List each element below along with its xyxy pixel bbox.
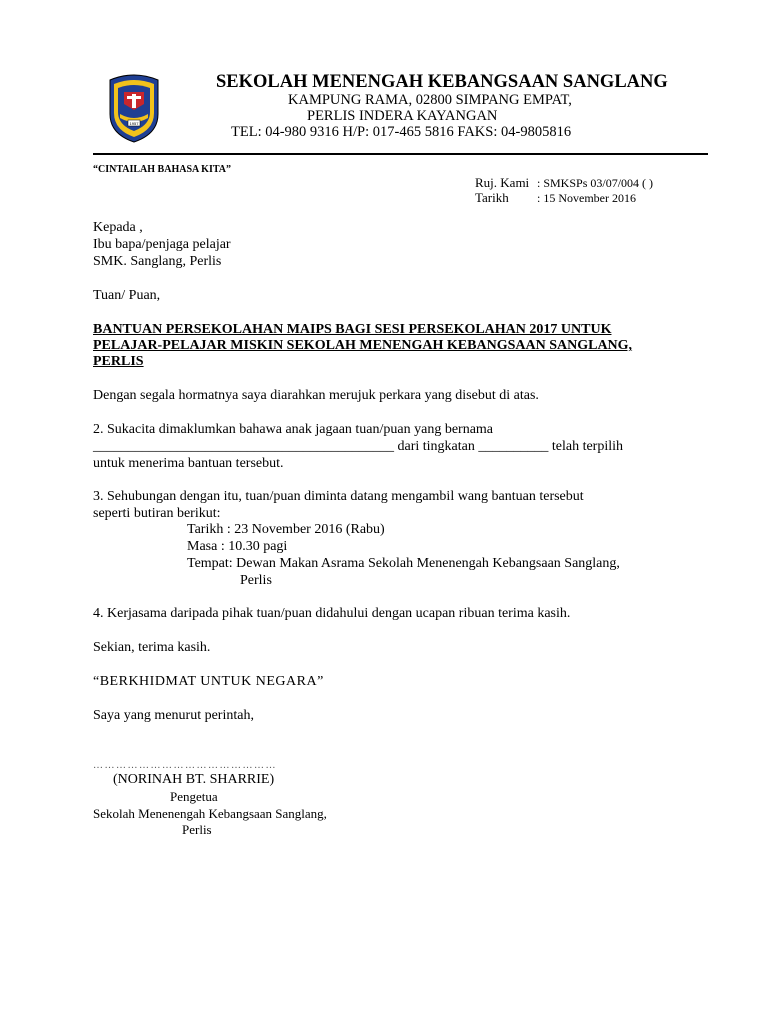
detail-time: Masa : 10.30 pagi <box>187 539 288 554</box>
header-divider <box>93 153 708 155</box>
date-value: : 15 November 2016 <box>537 191 636 205</box>
signatory-title: Pengetua <box>170 789 218 804</box>
signature-line: ………………………………………… <box>93 760 277 771</box>
closing: Sekian, terima kasih. <box>93 640 211 655</box>
paragraph-3-line-1: 3. Sehubungan dengan itu, tuan/puan diminta datang mengambil wang bantuan tersebut <box>93 489 584 504</box>
signatory-name: (NORINAH BT. SHARRIE) <box>113 772 275 787</box>
recipient-line-3: SMK. Sanglang, Perlis <box>93 254 222 269</box>
paragraph-4: 4. Kerjasama daripada pihak tuan/puan didahului dengan ucapan ribuan terima kasih. <box>93 606 571 621</box>
school-crest-logo <box>106 70 162 144</box>
paragraph-2-line-3: untuk menerima bantuan tersebut. <box>93 456 284 471</box>
school-name: SEKOLAH MENENGAH KEBANGSAAN SANGLANG <box>216 72 668 92</box>
subject-line-2: PELAJAR-PELAJAR MISKIN SEKOLAH MENENGAH KEBANGSAAN SANGLANG, <box>93 338 633 353</box>
detail-date: Tarikh : 23 November 2016 (Rabu) <box>187 522 385 537</box>
address-line-1: KAMPUNG RAMA, 02800 SIMPANG EMPAT, <box>288 92 572 108</box>
signatory-place: Perlis <box>182 822 212 837</box>
sign-off: Saya yang menurut perintah, <box>93 708 254 723</box>
paragraph-2-line-1: 2. Sukacita dimaklumkan bahawa anak jagaan tuan/puan yang bernama <box>93 422 494 437</box>
recipient-line-1: Kepada , <box>93 220 143 235</box>
signatory-organization: Sekolah Menenengah Kebangsaan Sanglang, <box>93 806 327 821</box>
recipient-line-2: Ibu bapa/penjaga pelajar <box>93 237 231 252</box>
paragraph-3-line-2: seperti butiran berikut: <box>93 506 221 521</box>
paragraph-1: Dengan segala hormatnya saya diarahkan merujuk perkara yang disebut di atas. <box>93 388 539 403</box>
contact-line: TEL: 04-980 9316 H/P: 017-465 5816 FAKS: 04-9805816 <box>231 124 572 140</box>
ref-value: : SMKSPs 03/07/004 ( ) <box>537 176 654 190</box>
motto: “CINTAILAH BAHASA KITA” <box>93 164 231 175</box>
slogan: “BERKHIDMAT UNTUK NEGARA” <box>93 674 324 689</box>
paragraph-2-line-2: ___________________________________________ dari tingkatan __________ telah terpilih <box>93 439 624 454</box>
ref-label: Ruj. Kami <box>475 175 530 190</box>
date-label: Tarikh <box>475 190 509 205</box>
address-line-2: PERLIS INDERA KAYANGAN <box>307 108 498 124</box>
crest-year: 1957 <box>129 121 139 126</box>
salutation: Tuan/ Puan, <box>93 288 161 303</box>
detail-venue-line-2: Perlis <box>240 573 272 588</box>
subject-line-1: BANTUAN PERSEKOLAHAN MAIPS BAGI SESI PERSEKOLAHAN 2017 UNTUK <box>93 322 612 337</box>
detail-venue: Tempat: Dewan Makan Asrama Sekolah Menenengah Kebangsaan Sanglang, <box>187 556 620 571</box>
subject-line-3: PERLIS <box>93 354 144 369</box>
